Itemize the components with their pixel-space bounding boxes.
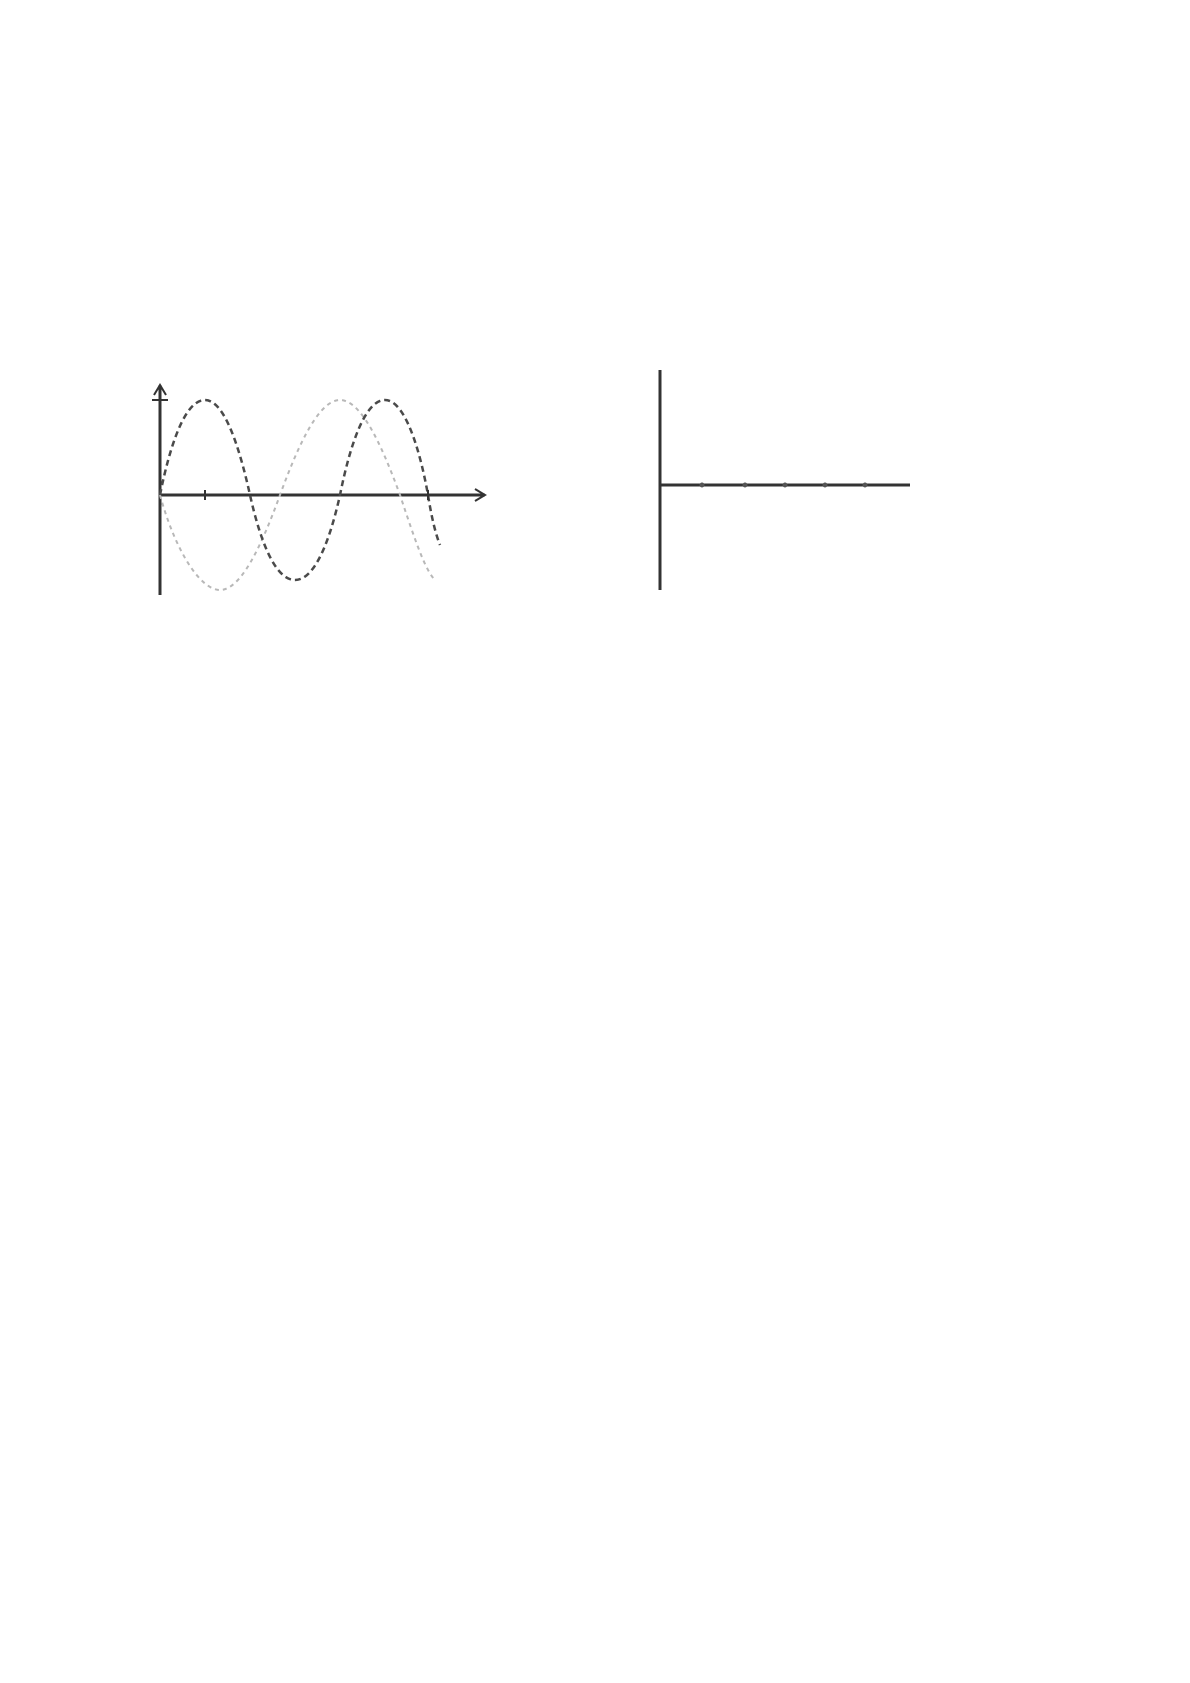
question-12-line xyxy=(114,1339,1074,1367)
option-item xyxy=(114,873,1074,901)
question-12 xyxy=(114,1283,1074,1423)
question-10-options xyxy=(114,845,1074,1013)
question-10-line xyxy=(114,668,1074,696)
answer-x-tick xyxy=(823,483,828,488)
option-item xyxy=(114,929,1074,957)
answer-x-tick xyxy=(863,483,868,488)
question-11-options xyxy=(114,1148,1074,1232)
answer-x-tick xyxy=(700,483,705,488)
question-10-line xyxy=(114,752,1074,780)
question-9-line xyxy=(114,292,1074,320)
option-item xyxy=(114,1204,1074,1232)
question-10-line xyxy=(114,724,1074,752)
option-item xyxy=(114,1148,1074,1176)
question-10 xyxy=(114,640,1074,808)
question-10-line xyxy=(114,640,1074,668)
question-11-line xyxy=(114,1070,1074,1098)
position-wave xyxy=(160,400,440,580)
question-11-line xyxy=(114,1098,1074,1126)
option-item xyxy=(114,957,1074,985)
question-12-line xyxy=(114,1395,1074,1423)
question-10-line xyxy=(114,780,1074,808)
answer-x-tick xyxy=(743,483,748,488)
question-12-line xyxy=(114,1283,1074,1311)
option-item xyxy=(114,1176,1074,1204)
position-time-graph xyxy=(110,370,510,600)
question-11 xyxy=(114,1070,1074,1126)
option-item xyxy=(114,901,1074,929)
question-12-line xyxy=(114,1367,1074,1395)
question-9-line xyxy=(114,264,1074,292)
question-9 xyxy=(114,264,1074,320)
option-item xyxy=(114,985,1074,1013)
answer-graph xyxy=(620,360,940,600)
question-10-line xyxy=(114,696,1074,724)
question-12-line xyxy=(114,1311,1074,1339)
option-item xyxy=(114,845,1074,873)
answer-x-tick xyxy=(783,483,788,488)
